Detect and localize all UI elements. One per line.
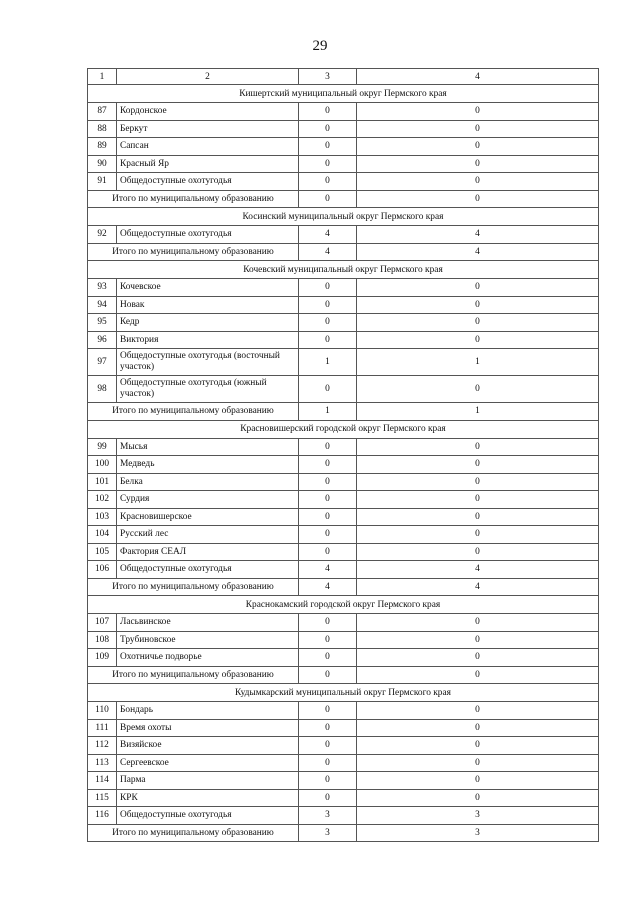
row-name: Общедоступные охотугодья (южный участок) bbox=[117, 376, 299, 403]
row-name: КРК bbox=[117, 789, 299, 807]
table-row bbox=[88, 807, 599, 825]
row-name: Мысья bbox=[117, 438, 299, 456]
row-value-col4: 0 bbox=[357, 631, 599, 649]
row-number: 111 bbox=[88, 719, 117, 737]
row-value-col3: 0 bbox=[299, 314, 357, 332]
table-row bbox=[88, 789, 599, 807]
row-name: Кедр bbox=[117, 314, 299, 332]
row-number: 91 bbox=[88, 173, 117, 191]
row-value-col3: 0 bbox=[299, 754, 357, 772]
row-number: 107 bbox=[88, 614, 117, 632]
row-value-col4: 0 bbox=[357, 508, 599, 526]
row-value-col4: 0 bbox=[357, 296, 599, 314]
table-row bbox=[88, 349, 599, 376]
section-total-row bbox=[88, 578, 599, 596]
row-value-col4: 0 bbox=[357, 702, 599, 720]
row-value-col4: 4 bbox=[357, 561, 599, 579]
row-value-col3: 0 bbox=[299, 772, 357, 790]
row-number: 98 bbox=[88, 376, 117, 403]
section-title: Красновишерский городской округ Пермского края bbox=[88, 420, 599, 438]
row-name: Красновишерское bbox=[117, 508, 299, 526]
table-row bbox=[88, 376, 599, 403]
row-value-col4: 0 bbox=[357, 120, 599, 138]
row-number: 99 bbox=[88, 438, 117, 456]
row-number: 106 bbox=[88, 561, 117, 579]
table-row bbox=[88, 314, 599, 332]
table-row bbox=[88, 331, 599, 349]
table-header-row bbox=[88, 69, 599, 85]
row-value-col4: 0 bbox=[357, 173, 599, 191]
row-name: Охотничье подворье bbox=[117, 649, 299, 667]
section-title: Кочевский муниципальный округ Пермского края bbox=[88, 261, 599, 279]
section-title: Кудымкарский муниципальный округ Пермского края bbox=[88, 684, 599, 702]
row-value-col3: 0 bbox=[299, 526, 357, 544]
row-number: 94 bbox=[88, 296, 117, 314]
row-number: 88 bbox=[88, 120, 117, 138]
row-name: Беркут bbox=[117, 120, 299, 138]
row-value-col4: 0 bbox=[357, 526, 599, 544]
row-value-col4: 0 bbox=[357, 737, 599, 755]
row-number: 112 bbox=[88, 737, 117, 755]
row-value-col3: 0 bbox=[299, 737, 357, 755]
row-number: 108 bbox=[88, 631, 117, 649]
row-value-col3: 0 bbox=[299, 491, 357, 509]
table-row bbox=[88, 279, 599, 297]
table-row bbox=[88, 473, 599, 491]
total-value-col4: 0 bbox=[357, 190, 599, 208]
table-row bbox=[88, 543, 599, 561]
table-row bbox=[88, 631, 599, 649]
row-number: 114 bbox=[88, 772, 117, 790]
total-label: Итого по муниципальному образованию bbox=[88, 824, 299, 842]
total-value-col3: 3 bbox=[299, 824, 357, 842]
row-number: 89 bbox=[88, 138, 117, 156]
table-row bbox=[88, 772, 599, 790]
row-value-col4: 4 bbox=[357, 226, 599, 244]
row-value-col3: 0 bbox=[299, 173, 357, 191]
row-name: Красный Яр bbox=[117, 155, 299, 173]
total-label: Итого по муниципальному образованию bbox=[88, 403, 299, 421]
table-row bbox=[88, 754, 599, 772]
row-value-col3: 0 bbox=[299, 138, 357, 156]
row-value-col3: 0 bbox=[299, 296, 357, 314]
row-name: Общедоступные охотугодья bbox=[117, 226, 299, 244]
page-number: 29 bbox=[312, 38, 328, 54]
row-number: 113 bbox=[88, 754, 117, 772]
row-value-col3: 0 bbox=[299, 155, 357, 173]
row-value-col4: 0 bbox=[357, 789, 599, 807]
row-name: Сергеевское bbox=[117, 754, 299, 772]
row-value-col4: 0 bbox=[357, 614, 599, 632]
row-value-col4: 3 bbox=[357, 807, 599, 825]
total-label: Итого по муниципальному образованию bbox=[88, 666, 299, 684]
table-row bbox=[88, 296, 599, 314]
total-value-col4: 3 bbox=[357, 824, 599, 842]
row-name: Кордонское bbox=[117, 103, 299, 121]
row-value-col4: 0 bbox=[357, 331, 599, 349]
row-name: Русский лес bbox=[117, 526, 299, 544]
total-value-col4: 4 bbox=[357, 578, 599, 596]
row-name: Новак bbox=[117, 296, 299, 314]
row-value-col3: 0 bbox=[299, 719, 357, 737]
header-col-3: 3 bbox=[299, 69, 357, 85]
row-number: 90 bbox=[88, 155, 117, 173]
section-title: Косинский муниципальный округ Пермского края bbox=[88, 208, 599, 226]
row-number: 96 bbox=[88, 331, 117, 349]
total-label: Итого по муниципальному образованию bbox=[88, 578, 299, 596]
row-number: 93 bbox=[88, 279, 117, 297]
row-value-col3: 0 bbox=[299, 543, 357, 561]
row-value-col3: 4 bbox=[299, 226, 357, 244]
row-name: Время охоты bbox=[117, 719, 299, 737]
row-value-col4: 0 bbox=[357, 438, 599, 456]
table-row bbox=[88, 120, 599, 138]
row-value-col3: 0 bbox=[299, 649, 357, 667]
row-value-col4: 0 bbox=[357, 456, 599, 474]
table-row bbox=[88, 719, 599, 737]
row-number: 109 bbox=[88, 649, 117, 667]
total-value-col3: 4 bbox=[299, 578, 357, 596]
row-number: 92 bbox=[88, 226, 117, 244]
row-name: Общедоступные охотугодья bbox=[117, 173, 299, 191]
table-row bbox=[88, 103, 599, 121]
table-row bbox=[88, 526, 599, 544]
row-number: 115 bbox=[88, 789, 117, 807]
section-total-row bbox=[88, 824, 599, 842]
row-number: 95 bbox=[88, 314, 117, 332]
row-value-col3: 3 bbox=[299, 807, 357, 825]
table-row bbox=[88, 561, 599, 579]
row-name: Визяйское bbox=[117, 737, 299, 755]
section-total-row bbox=[88, 243, 599, 261]
row-value-col4: 0 bbox=[357, 772, 599, 790]
row-value-col4: 0 bbox=[357, 376, 599, 403]
section-title: Краснокамский городской округ Пермского края bbox=[88, 596, 599, 614]
section-total-row bbox=[88, 190, 599, 208]
section-total-row bbox=[88, 666, 599, 684]
section-total-row bbox=[88, 403, 599, 421]
row-value-col3: 4 bbox=[299, 561, 357, 579]
total-value-col3: 4 bbox=[299, 243, 357, 261]
row-number: 110 bbox=[88, 702, 117, 720]
row-value-col3: 0 bbox=[299, 438, 357, 456]
section-title-row bbox=[88, 261, 599, 279]
section-title-row bbox=[88, 85, 599, 103]
total-value-col3: 0 bbox=[299, 666, 357, 684]
row-number: 103 bbox=[88, 508, 117, 526]
total-value-col3: 1 bbox=[299, 403, 357, 421]
row-name: Кочевское bbox=[117, 279, 299, 297]
total-label: Итого по муниципальному образованию bbox=[88, 243, 299, 261]
row-number: 102 bbox=[88, 491, 117, 509]
row-number: 105 bbox=[88, 543, 117, 561]
row-value-col3: 0 bbox=[299, 331, 357, 349]
row-name: Сапсан bbox=[117, 138, 299, 156]
row-value-col3: 0 bbox=[299, 789, 357, 807]
row-number: 87 bbox=[88, 103, 117, 121]
table-row bbox=[88, 173, 599, 191]
row-name: Бондарь bbox=[117, 702, 299, 720]
total-value-col4: 1 bbox=[357, 403, 599, 421]
section-title-row bbox=[88, 420, 599, 438]
row-name: Белка bbox=[117, 473, 299, 491]
row-value-col3: 1 bbox=[299, 349, 357, 376]
row-value-col4: 0 bbox=[357, 155, 599, 173]
row-value-col3: 0 bbox=[299, 702, 357, 720]
row-value-col4: 0 bbox=[357, 473, 599, 491]
row-name: Виктория bbox=[117, 331, 299, 349]
table-row bbox=[88, 456, 599, 474]
row-value-col4: 0 bbox=[357, 491, 599, 509]
table-row bbox=[88, 702, 599, 720]
row-value-col4: 0 bbox=[357, 543, 599, 561]
table-row bbox=[88, 138, 599, 156]
row-number: 97 bbox=[88, 349, 117, 376]
row-number: 116 bbox=[88, 807, 117, 825]
table-row bbox=[88, 155, 599, 173]
table-row bbox=[88, 438, 599, 456]
row-value-col3: 0 bbox=[299, 456, 357, 474]
section-title: Кишертский муниципальный округ Пермского края bbox=[88, 85, 599, 103]
row-number: 104 bbox=[88, 526, 117, 544]
row-value-col3: 0 bbox=[299, 473, 357, 491]
row-value-col4: 1 bbox=[357, 349, 599, 376]
header-col-1: 1 bbox=[88, 69, 117, 85]
row-value-col3: 0 bbox=[299, 508, 357, 526]
row-name: Фактория СЕАЛ bbox=[117, 543, 299, 561]
header-col-4: 4 bbox=[357, 69, 599, 85]
row-value-col3: 0 bbox=[299, 631, 357, 649]
row-name: Общедоступные охотугодья bbox=[117, 561, 299, 579]
total-value-col4: 0 bbox=[357, 666, 599, 684]
row-value-col3: 0 bbox=[299, 120, 357, 138]
row-name: Медведь bbox=[117, 456, 299, 474]
row-name: Ласьвинское bbox=[117, 614, 299, 632]
row-value-col3: 0 bbox=[299, 614, 357, 632]
row-name: Трубиновское bbox=[117, 631, 299, 649]
table-row bbox=[88, 491, 599, 509]
row-value-col3: 0 bbox=[299, 103, 357, 121]
row-value-col4: 0 bbox=[357, 719, 599, 737]
section-title-row bbox=[88, 596, 599, 614]
row-name: Общедоступные охотугодья bbox=[117, 807, 299, 825]
row-number: 101 bbox=[88, 473, 117, 491]
table-row bbox=[88, 614, 599, 632]
row-value-col4: 0 bbox=[357, 649, 599, 667]
table-row bbox=[88, 737, 599, 755]
row-number: 100 bbox=[88, 456, 117, 474]
row-value-col4: 0 bbox=[357, 103, 599, 121]
total-value-col4: 4 bbox=[357, 243, 599, 261]
total-value-col3: 0 bbox=[299, 190, 357, 208]
section-title-row bbox=[88, 684, 599, 702]
table-row bbox=[88, 508, 599, 526]
row-value-col3: 0 bbox=[299, 279, 357, 297]
row-name: Парма bbox=[117, 772, 299, 790]
table-row bbox=[88, 226, 599, 244]
total-label: Итого по муниципальному образованию bbox=[88, 190, 299, 208]
table-body bbox=[88, 69, 599, 842]
row-value-col4: 0 bbox=[357, 754, 599, 772]
row-name: Общедоступные охотугодья (восточный участок) bbox=[117, 349, 299, 376]
section-title-row bbox=[88, 208, 599, 226]
row-value-col4: 0 bbox=[357, 138, 599, 156]
row-value-col3: 0 bbox=[299, 376, 357, 403]
header-col-2: 2 bbox=[117, 69, 299, 85]
table-row bbox=[88, 649, 599, 667]
row-value-col4: 0 bbox=[357, 314, 599, 332]
hunting-grounds-table bbox=[87, 68, 599, 842]
row-name: Сурдия bbox=[117, 491, 299, 509]
row-value-col4: 0 bbox=[357, 279, 599, 297]
